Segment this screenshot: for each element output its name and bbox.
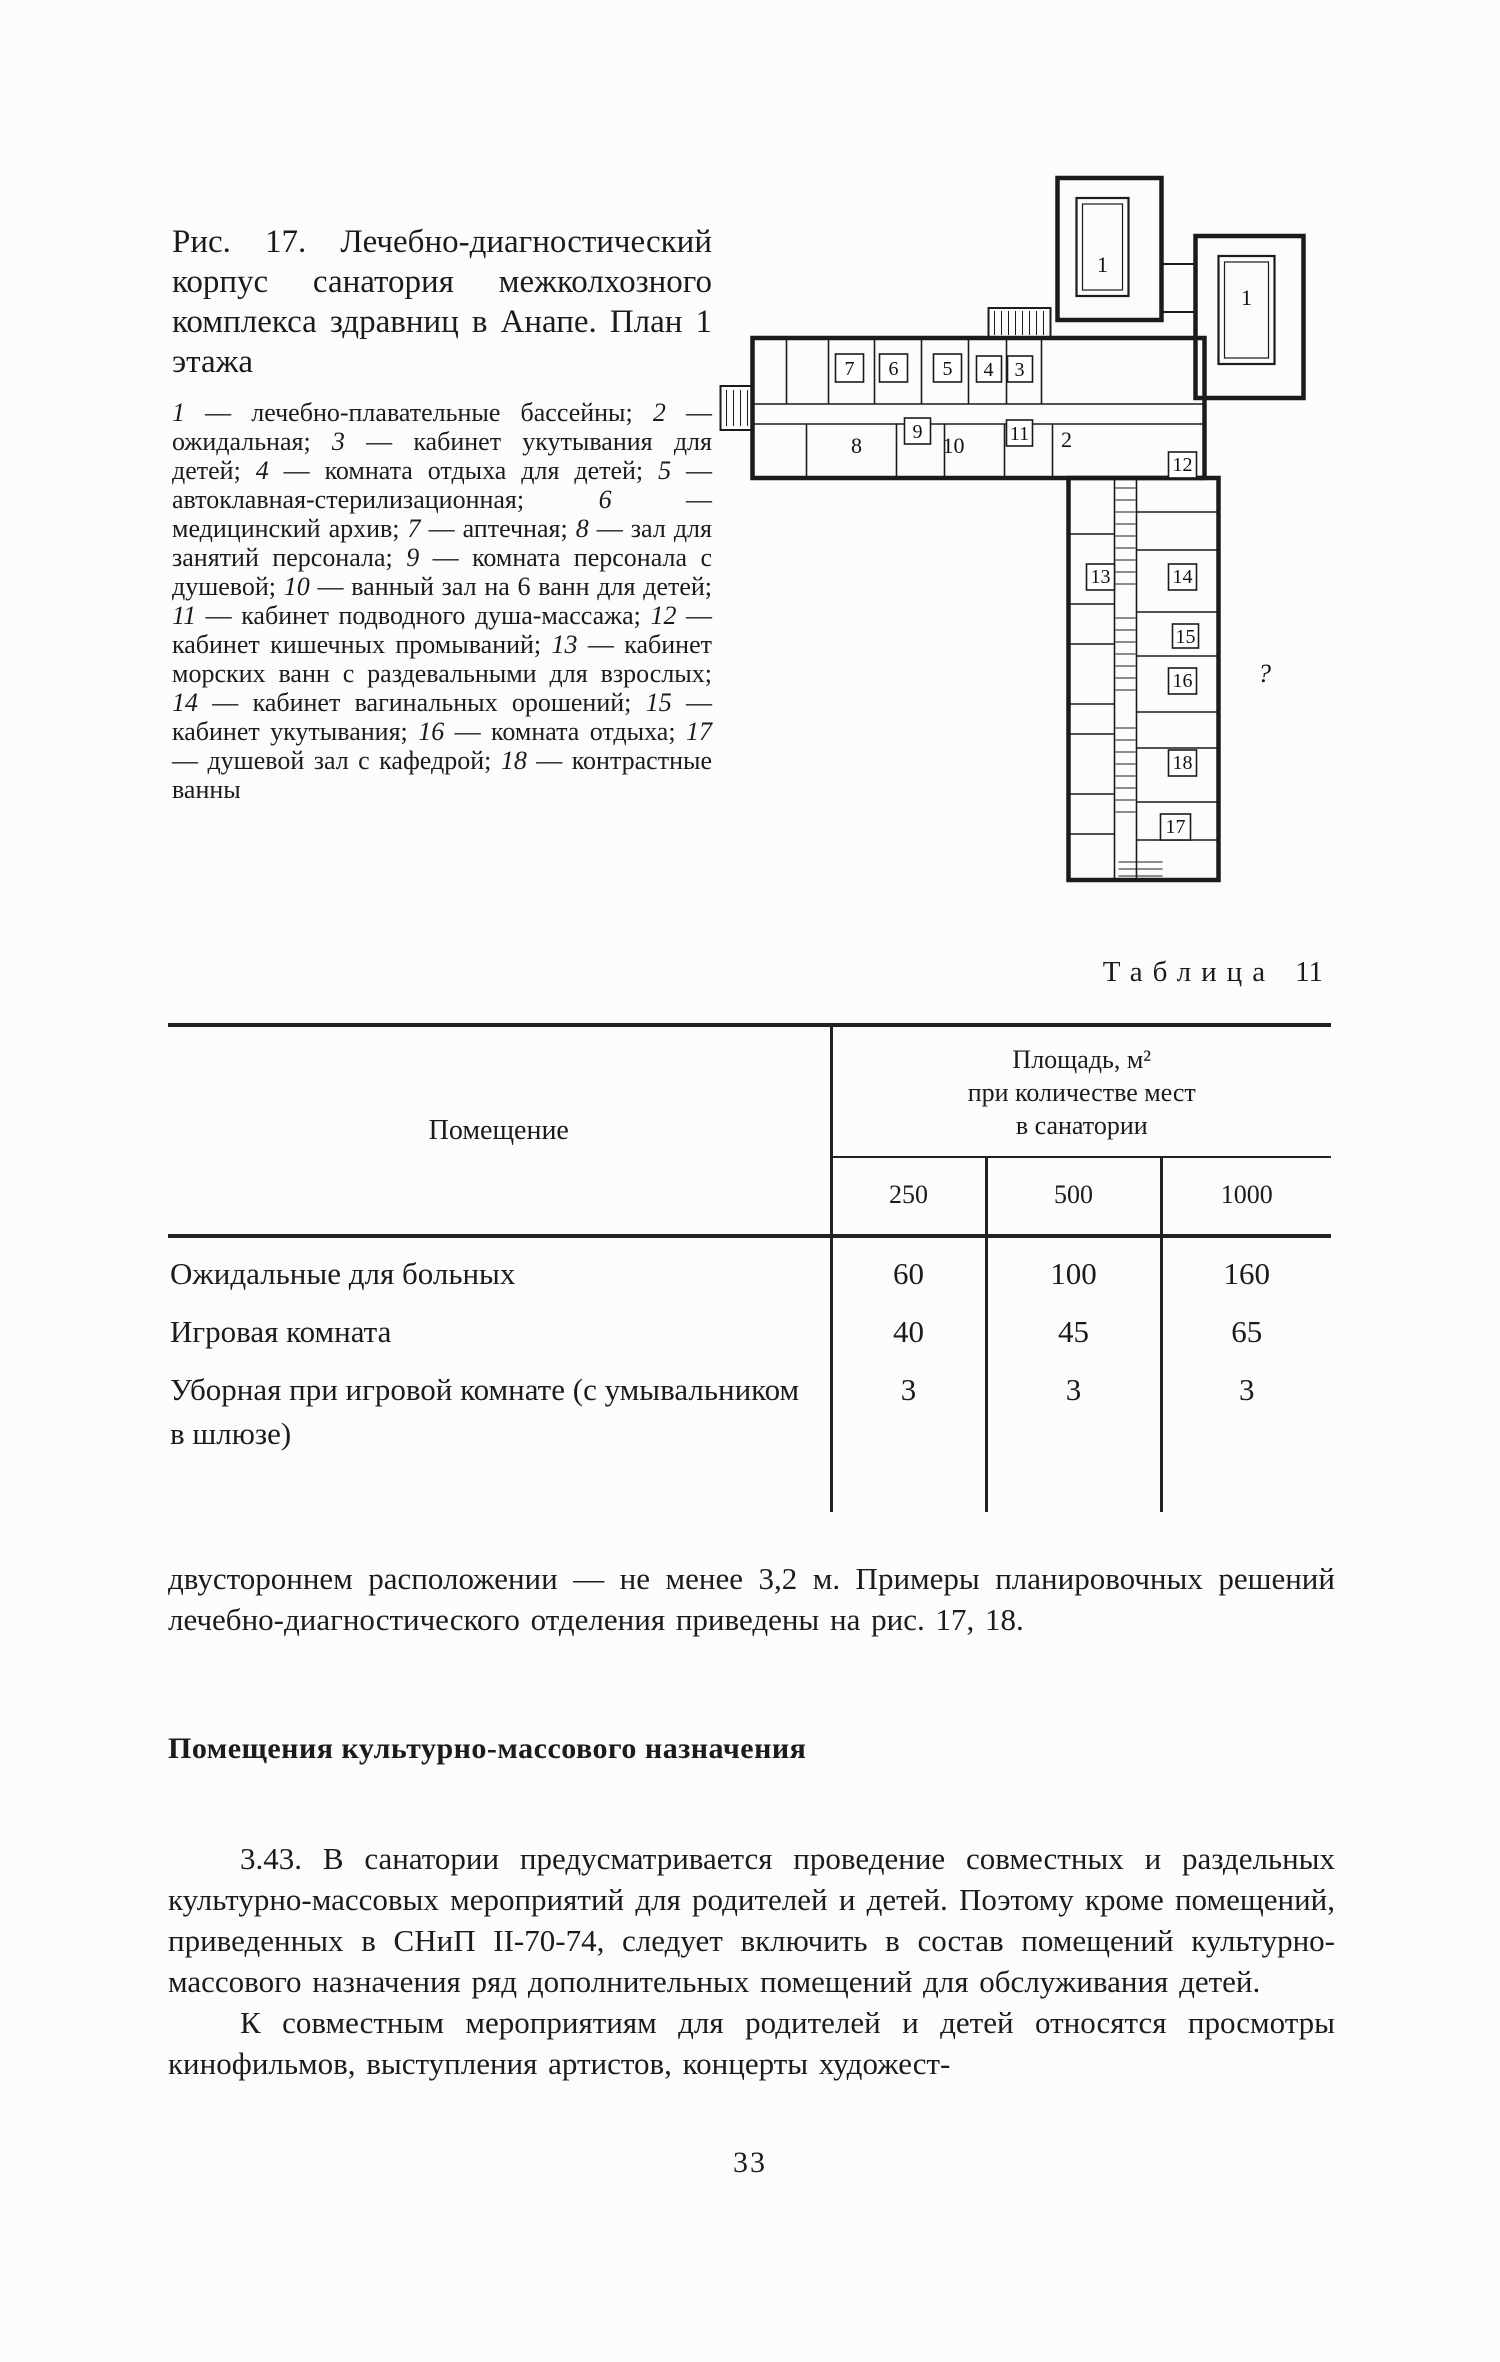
stray-mark: ?: [1258, 659, 1271, 688]
table-row: [168, 1236, 1331, 1296]
area-header-line-2: при количестве мест: [967, 1078, 1196, 1107]
room-label-8: 8: [851, 433, 862, 458]
area-value-cell: 60: [831, 1236, 986, 1296]
area-header-line-1: Площадь, м²: [1012, 1045, 1152, 1074]
room-label-12: 12: [1172, 454, 1193, 476]
room-label-5: 5: [942, 358, 953, 380]
room-label-4: 4: [983, 359, 994, 381]
room-label-3: 3: [1014, 359, 1025, 381]
figure-caption: Рис. 17. Лечебно-диагностический корпус санатория межколхозного комплекса здравниц в Анапе. План 1 этажа: [172, 224, 712, 380]
legend-item-number: 2: [652, 398, 666, 427]
table-header: [168, 1025, 1331, 1236]
legend-item-number: 6: [598, 485, 612, 514]
room-name-cell: Ожидальные для больных: [168, 1236, 831, 1296]
room-label-2: 2: [1061, 427, 1072, 452]
room-label-14: 14: [1172, 566, 1193, 588]
paragraph-next: К совместным мероприятиям для родителей и детей относятся просмотры кинофильмов, выступления артистов, концерты художест-: [168, 2005, 1335, 2081]
area-value-cell: 3: [1161, 1354, 1331, 1512]
col-header-area-group: [831, 1025, 1331, 1157]
legend-item-number: 7: [407, 514, 421, 543]
plan-partitions: [753, 338, 1219, 880]
col-header-room: Помещение: [428, 1114, 569, 1146]
room-label-17: 17: [1165, 816, 1186, 838]
legend-item-number: 4: [255, 456, 269, 485]
floor-plan-drawing: [714, 172, 1319, 887]
legend-item-number: 17: [685, 717, 712, 746]
area-value-cell: 65: [1161, 1296, 1331, 1354]
table-label-number: 11: [1295, 956, 1323, 988]
col-header-250: 250: [831, 1157, 986, 1236]
legend-item-number: 15: [645, 688, 672, 717]
room-name-cell: Уборная при игровой комнате (с умывальником в шлюзе): [170, 1372, 800, 1451]
room-label-pool-a: 1: [1097, 252, 1108, 277]
area-value-cell: 3: [986, 1354, 1161, 1512]
legend-item-number: 9: [406, 543, 420, 572]
legend-item-number: 8: [575, 514, 589, 543]
legend-item-number: 11: [172, 601, 197, 630]
legend-item-number: 13: [551, 630, 578, 659]
area-value-cell: 45: [986, 1296, 1161, 1354]
legend-item-number: 12: [650, 601, 677, 630]
room-label-10: 10: [942, 433, 965, 458]
legend-item-number: 3: [331, 427, 345, 456]
area-value-cell: 100: [986, 1236, 1161, 1296]
col-header-1000: 1000: [1161, 1157, 1331, 1236]
room-label-18: 18: [1172, 752, 1193, 774]
table-row: [168, 1296, 1331, 1354]
table-label: [168, 956, 1335, 989]
room-label-11: 11: [1009, 423, 1030, 445]
table-row: [168, 1354, 1331, 1512]
legend-item-number: 14: [172, 688, 198, 717]
room-label-7: 7: [844, 358, 855, 380]
room-label-13: 13: [1090, 566, 1111, 588]
area-value-cell: 160: [1161, 1236, 1331, 1296]
table-body: [168, 1236, 1331, 1512]
paragraph-3-43: 3.43. В санатории предусматривается проведение совместных и раздельных культурно-массовых мероприятий для родителей и детей. Поэтому кроме помещений, приведенных в СНиП II-70-74, следует включить в состав помещений культурно-массового назначения ряд дополнительных помещений для обслуживания детей.: [168, 1841, 1335, 1999]
table-11: [168, 1023, 1331, 1512]
area-header-line-3: в санатории: [1015, 1111, 1148, 1140]
area-value-cell: 40: [831, 1296, 986, 1354]
legend-item-number: 5: [658, 456, 672, 485]
room-label-9: 9: [912, 421, 923, 443]
legend-item-number: 10: [283, 572, 310, 601]
plan-hatch-marks: [727, 311, 1163, 876]
plan-minor-walls: [721, 264, 1196, 430]
lower-content: [168, 956, 1335, 2084]
table-label-word: Таблица: [1102, 956, 1276, 988]
legend-item-number: 16: [418, 717, 445, 746]
room-label-15: 15: [1175, 626, 1196, 648]
room-label-pool-b: 1: [1241, 285, 1252, 310]
room-label-16: 16: [1172, 670, 1193, 692]
col-header-500: 500: [986, 1157, 1161, 1236]
area-value-cell: 3: [831, 1354, 986, 1512]
page-number: 33: [733, 2146, 767, 2179]
section-heading: Помещения культурно-массового назначения: [168, 1732, 807, 1765]
figure-17-text: [172, 222, 712, 804]
room-label-6: 6: [888, 358, 899, 380]
legend-item-number: 1: [172, 398, 185, 427]
floor-plan: [714, 172, 1319, 887]
room-name-cell: Игровая комната: [170, 1314, 392, 1349]
figure-legend: 1 — лечебно-плавательные бассейны; 2 — ожидальная; 3 — кабинет укутывания для детей; 4 — комната отдыха для детей; 5 — автоклавная-стерилизационная; 6 — медицинский архив; 7 — аптечная; 8 — зал для занятий персонала; 9 — комната персонала с душевой; 10 — ванный зал на 6 ванн для детей; 11 — кабинет подводного душа-массажа; 12 — кабинет кишечных промываний; 13 — кабинет морских ванн с раздевальными для взрослых; 14 — кабинет вагинальных орошений; 15 — кабинет укутывания; 16 — комната отдыха; 17 — душевой зал с кафедрой; 18 — контрастные ванны: [172, 398, 712, 804]
plan-outer-walls: [753, 178, 1304, 880]
legend-item-number: 18: [500, 746, 527, 775]
paragraph-continuation: двустороннем расположении — не менее 3,2 м. Примеры планировочных решений лечебно-диагностического отделения приведены на рис. 17, 18.: [168, 1561, 1335, 1637]
